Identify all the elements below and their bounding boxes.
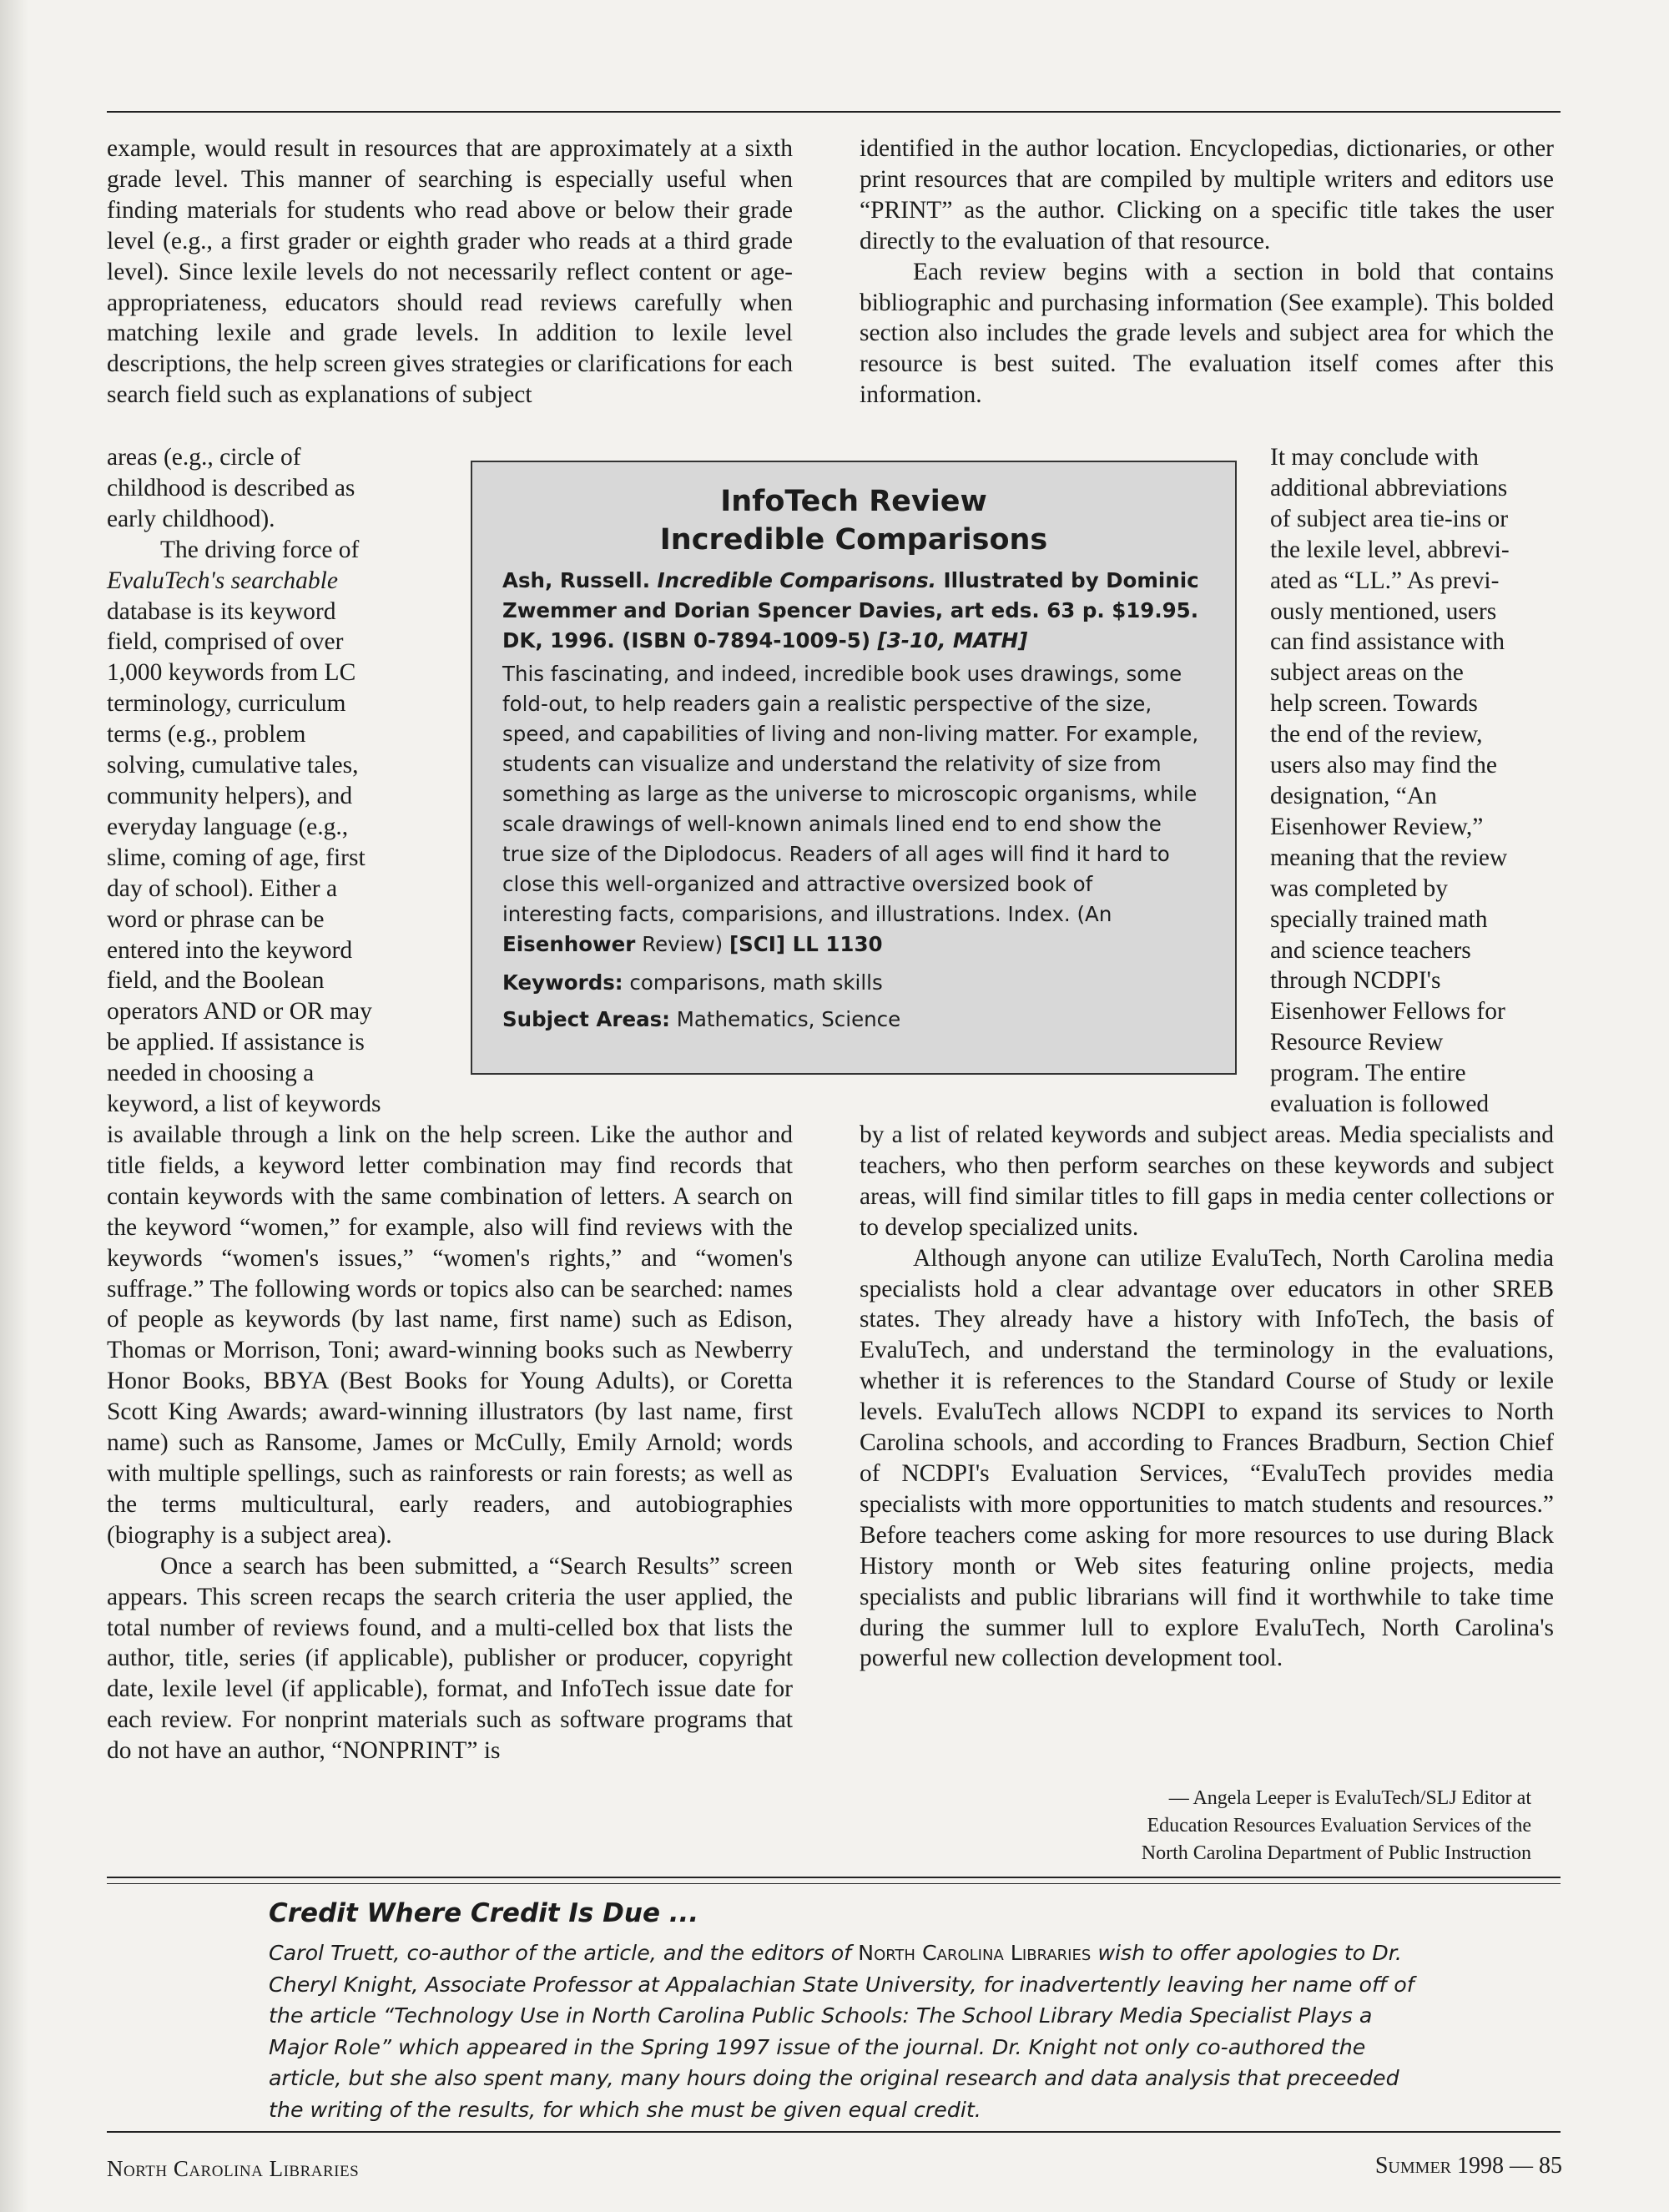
wrap-line: evaluation is followed xyxy=(1270,1091,1490,1118)
credit-text-a: Carol Truett, co-author of the article, and the editors of xyxy=(269,1941,852,1965)
wrap-line: additional abbreviations xyxy=(1270,474,1508,501)
wrap-line: users also may find the xyxy=(1270,752,1497,779)
wrap-line: ated as “LL.” As previ- xyxy=(1270,567,1500,594)
footer-year: 1998 xyxy=(1457,2153,1504,2179)
footer-season: Summer xyxy=(1374,2153,1451,2179)
wrap-line: designation, “An xyxy=(1270,782,1437,809)
left-column-top xyxy=(107,134,793,411)
footer-journal-name: North Carolina Libraries xyxy=(107,2156,360,2181)
wrap-line: early childhood). xyxy=(107,505,275,532)
wrap-line: of subject area tie-ins or xyxy=(1270,505,1509,532)
review-eisenhower: Eisenhower xyxy=(502,932,636,956)
wrap-line: and science teachers xyxy=(1270,936,1471,964)
right-column-bottom xyxy=(860,1120,1554,1674)
right-paragraph-4: Although anyone can utilize EvaluTech, North Carolina media specialists hold a clear advantage over educators in other SREB states. They already have a history with InfoTech, the basis of EvaluTech, and understand the terminology in the evaluations, whether it is references to the Standard Course of Study or lexile levels. EvaluTech allows NCDPI to expand its services to North Carolina schools, and according to Frances Bradburn, Section Chief of NCDPI's Evaluation Services, “EvaluTech provides media specialists with more opportunities to match students and resources.” Before teachers come asking for more resources to use during Black History month or Web sites featuring online projects, media specialists and public librarians will find it worthwhile to take time during the summer lull to explore EvaluTech, North Carolina's powerful new collection development tool. xyxy=(860,1244,1554,1672)
wrap-line: slime, coming of age, first xyxy=(107,844,366,871)
right-paragraph-3-rest: by a list of related keywords and subject areas. Media specialists and teachers, who then perform searches on these keywords and subject areas, will find similar titles to fill gaps in media center collections or to develop specialized units. xyxy=(860,1121,1554,1241)
wrap-line: be applied. If assistance is xyxy=(107,1029,365,1056)
left-column-bottom xyxy=(107,1120,793,1766)
credit-journal-name: North Carolina Libraries xyxy=(858,1941,1092,1965)
wrap-line: can find assistance with xyxy=(1270,628,1505,656)
right-column-top xyxy=(860,134,1554,411)
credit-text-b: wish to offer apologies to Dr. Cheryl Knight, Associate Professor at Appalachian State University, for inadvertently leaving her name off of the article “Technology Use in North Carolina Public Schools: The School Library Media Specialist Plays a Major Role” which appeared in the Spring 1997 issue of the journal. Dr. Knight not only co-authored the article, but she also spent many, many hours doing the original research and data analysis that preceeded the writing of the results, for which she must be given equal credit. xyxy=(269,1941,1414,2122)
wrap-line: The driving force of xyxy=(160,536,360,563)
binding-shadow xyxy=(0,0,28,2212)
review-text xyxy=(502,659,1205,960)
page-number: 85 xyxy=(1539,2153,1562,2179)
biblio-title: Incredible Comparisons. xyxy=(657,568,936,592)
keywords-value: comparisons, math skills xyxy=(629,970,883,995)
wrap-line: It may conclude with xyxy=(1270,444,1479,471)
wrap-line: the lexile level, abbrevi- xyxy=(1270,536,1510,563)
biblio-grade: [3-10, MATH] xyxy=(877,628,1028,653)
wrap-line: field, comprised of over xyxy=(107,628,344,656)
review-box-subtitle: Incredible Comparisons xyxy=(659,523,1048,557)
wrap-line: the end of the review, xyxy=(1270,721,1483,748)
review-keywords xyxy=(502,968,1205,998)
wrap-line: ously mentioned, users xyxy=(1270,597,1497,625)
byline-line: North Carolina Department of Public Instruction xyxy=(1141,1842,1531,1864)
review-tail: Review) xyxy=(642,932,724,956)
footer-issue xyxy=(1375,2153,1562,2179)
wrap-line: 1,000 keywords from LC xyxy=(107,659,356,687)
left-paragraph-2-rest: is available through a link on the help screen. Like the author and title fields, a keyword letter combination may find records that contain keywords with the same combination of letters. A search on the keyword “women,” for example, also will find reviews with the keywords “women's issues,” “women's rights,” and “women's suffrage.” The following words or topics also can be searched: names of people as keywords (by last name, first name) such as Edison, Thomas or Morrison, Toni; award-winning books such as Newberry Honor Books, BBYA (Best Books for Young Adults), or Coretta Scott King Awards; award-winning illustrators (by last name, first name) such as Ransome, James or McCully, Emily Arnold; words with multiple spellings, such as rainforests or rain forests; as well as the terms multicultural, early readers, and autobiographies (biography is a subject area). xyxy=(107,1121,793,1549)
credit-top-rule-1 xyxy=(107,1877,1561,1878)
review-box-title: InfoTech Review xyxy=(720,485,987,518)
wrap-line: areas (e.g., circle of xyxy=(107,444,301,471)
wrap-line: terms (e.g., problem xyxy=(107,721,306,748)
wrap-line: operators AND or OR may xyxy=(107,998,372,1025)
review-code: [SCI] LL 1130 xyxy=(729,932,883,956)
wrap-line: Eisenhower Review,” xyxy=(1270,813,1484,840)
wrap-line: word or phrase can be xyxy=(107,905,325,933)
left-wrap-column xyxy=(107,442,409,1120)
wrap-line: specially trained math xyxy=(1270,905,1488,933)
infotech-review-box xyxy=(471,461,1237,1075)
right-paragraph-1: identified in the author location. Encyclopedias, dictionaries, or other print resources that are compiled by multiple writers and editors use “PRINT” as the author. Clicking on a specific title takes the user directly to the evaluation of that resource. xyxy=(860,135,1554,254)
left-paragraph-1: example, would result in resources that are approximately at a sixth grade level. This manner of searching is especially useful when finding materials for students who read above or below their grade level (e.g., a first grader or eighth grader who reads at a third grade level). Since lexile levels do not necessarily reflect content or age-appropriateness, educators should read reviews carefully when matching lexile and grade levels. In addition to lexile level descriptions, the help screen gives strategies or clarifications for each search field such as explanations of subject xyxy=(107,135,793,409)
credit-title: Credit Where Credit Is Due ... xyxy=(269,1898,699,1928)
credit-top-rule-2 xyxy=(107,1883,1561,1884)
credit-text xyxy=(269,1937,1437,2125)
wrap-line: needed in choosing a xyxy=(107,1060,315,1087)
wrap-line: meaning that the review xyxy=(1270,844,1508,871)
keywords-label: Keywords: xyxy=(502,970,623,995)
wrap-line: Resource Review xyxy=(1270,1029,1444,1056)
wrap-line: childhood is described as xyxy=(107,474,355,501)
wrap-line: subject areas on the xyxy=(1270,659,1464,687)
wrap-line: Eisenhower Fellows for xyxy=(1270,998,1505,1025)
wrap-line: community helpers), and xyxy=(107,782,353,809)
wrap-line: field, and the Boolean xyxy=(107,967,325,995)
wrap-line: database is its keyword xyxy=(107,597,336,625)
biblio-author: Ash, Russell. xyxy=(502,568,651,592)
wrap-line: terminology, curriculum xyxy=(107,690,346,718)
wrap-line: solving, cumulative tales, xyxy=(107,752,359,779)
review-body: This fascinating, and indeed, incredible book uses drawings, some fold-out, to help readers gain a realistic perspective of the size, speed, and capabilities of living and non-living matter. For example, students can visualize and understand the relativity of size from something as large as the universe to microscopic organisms, while scale drawings of well-known animals lined end to end show the true size of the Diplodocus. Readers of all ages will find it hard to close this well-organized and attractive oversized book of interesting facts, comparisions, and illustrations. Index. (An xyxy=(502,662,1199,926)
credit-bottom-rule xyxy=(107,2131,1561,2133)
biblio-details: Illustrated by Dominic Zwemmer and Dorian Spencer Davies, art eds. 63 p. $19.95. DK, 1996. (ISBN 0-7894-1009-5) xyxy=(502,568,1199,653)
subject-areas-label: Subject Areas: xyxy=(502,1007,670,1031)
byline-line: Education Resources Evaluation Services of the xyxy=(1147,1815,1531,1837)
subject-areas-value: Mathematics, Science xyxy=(676,1007,901,1031)
top-rule xyxy=(107,111,1561,113)
wrap-line: program. The entire xyxy=(1270,1060,1466,1087)
byline-line: — Angela Leeper is EvaluTech/SLJ Editor at xyxy=(1168,1787,1531,1809)
review-biblio xyxy=(502,566,1205,656)
wrap-line: through NCDPI's xyxy=(1270,967,1441,995)
wrap-line: was completed by xyxy=(1270,874,1448,902)
footer-dash: — xyxy=(1510,2153,1533,2179)
author-byline xyxy=(1142,1785,1531,1867)
right-paragraph-2: Each review begins with a section in bold that contains bibliographic and purchasing information (See example). This bolded section also includes the grade levels and subject area for which the resource is best suited. The evaluation itself comes after this information. xyxy=(860,258,1554,409)
wrap-line: EvaluTech's searchable xyxy=(107,567,338,594)
left-paragraph-3: Once a search has been submitted, a “Search Results” screen appears. This screen recaps the search criteria the user applied, the total number of reviews found, and a multi-celled box that lists the author, title, series (if applicable), publisher or producer, copyright date, lexile level (if applicable), format, and InfoTech issue date for each review. For nonprint materials such as software programs that do not have an author, “NONPRINT” is xyxy=(107,1552,793,1765)
wrap-line: everyday language (e.g., xyxy=(107,813,349,840)
wrap-line: help screen. Towards xyxy=(1270,690,1478,718)
wrap-line: keyword, a list of keywords xyxy=(107,1091,381,1118)
right-wrap-column xyxy=(1270,442,1571,1120)
wrap-line: day of school). Either a xyxy=(107,874,338,902)
wrap-line: entered into the keyword xyxy=(107,936,353,964)
review-subject-areas xyxy=(502,1005,1205,1035)
